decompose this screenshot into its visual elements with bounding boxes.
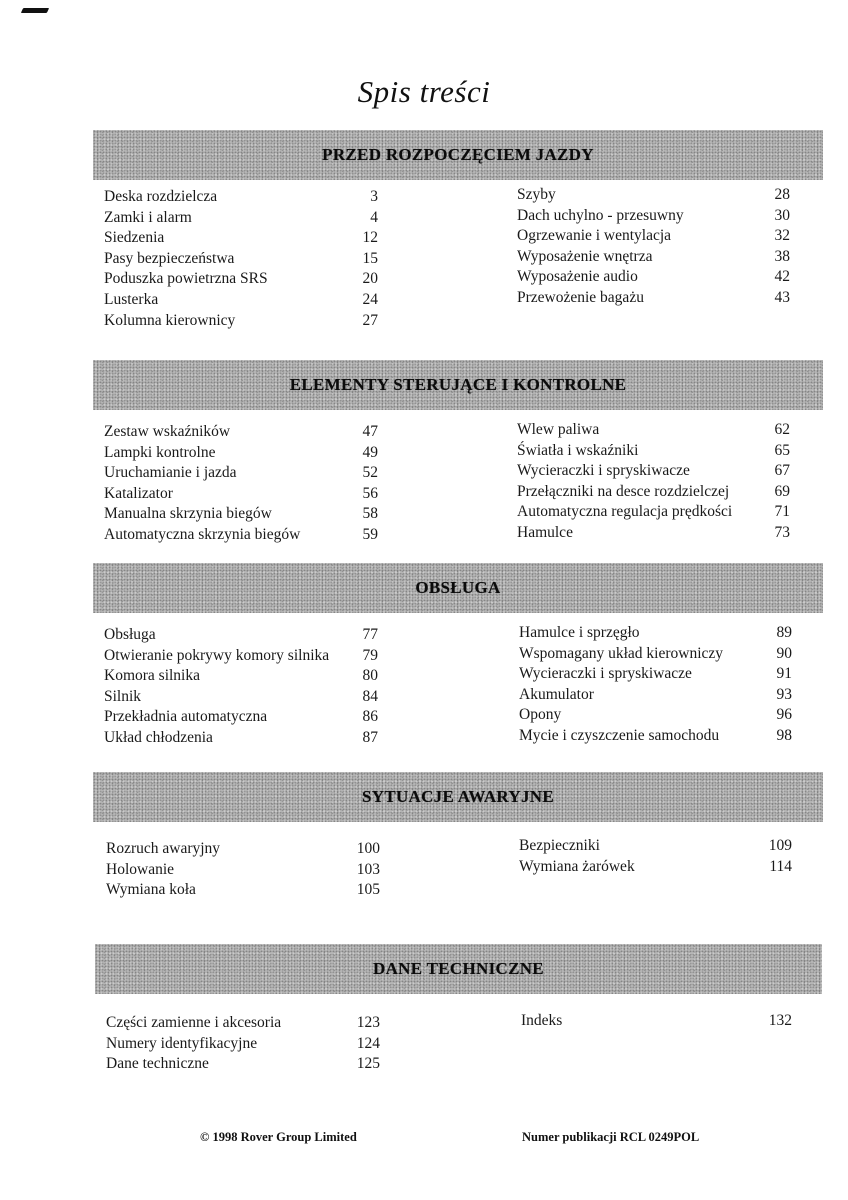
toc-entry-page: 80 [362,667,378,685]
toc-entry-title: Katalizator [104,484,173,502]
toc-entry-title: Ogrzewanie i wentylacja [517,227,672,245]
toc-entry [104,646,378,666]
section-banner [93,563,823,613]
toc-entry-page: 86 [362,708,378,726]
toc-entry [104,208,378,228]
toc-entry-title: Akumulator [519,685,594,703]
toc-entry [521,1011,792,1031]
toc-entry-title: Otwieranie pokrywy komory silnika [104,646,330,664]
toc-entry [517,523,790,543]
toc-entry [104,443,378,463]
toc-entry-title: Deska rozdzielcza [104,188,218,205]
toc-entry-page: 58 [362,505,378,523]
toc-entry [104,687,378,707]
toc-entry-title: Numery identyfikacyjne [106,1034,258,1052]
toc-entry-title: Pasy bezpieczeństwa [104,249,235,267]
toc-entry-title: Wspomagany układ kierowniczy [519,644,724,662]
toc-entry [104,463,378,483]
toc-entry-title: Opony [519,706,562,724]
toc-entry [104,484,378,504]
toc-entry [106,880,380,900]
toc-entry [104,666,378,686]
toc-entry-title: Rozruch awaryjny [106,840,221,857]
toc-entry-title: Wyposażenie wnętrza [517,247,653,265]
toc-entry-page: 30 [774,206,790,224]
section-banner [93,772,823,822]
toc-entry-title: Lusterka [104,291,159,308]
toc-entry-title: Układ chłodzenia [104,729,213,746]
toc-entry [517,441,790,461]
toc-entry [517,461,790,481]
toc-entry-title: Automatyczna regulacja prędkości [517,503,733,521]
toc-entry-title: Części zamienne i akcesoria [106,1014,282,1031]
toc-entry-title: Hamulce i sprzęgło [519,624,640,641]
toc-entry [517,420,790,440]
toc-entry-page: 73 [774,524,790,541]
toc-entry-page: 98 [776,727,792,744]
toc-entry-page: 28 [774,186,790,203]
toc-entry-title: Przewożenie bagażu [517,289,644,306]
toc-entry-title: Wycieraczki i spryskiwacze [517,462,690,480]
toc-entry [104,504,378,524]
toc-entry-page: 105 [356,881,380,899]
toc-entry-page: 96 [776,706,792,724]
toc-entry-page: 42 [774,268,790,286]
toc-entry-page: 89 [776,624,792,641]
toc-entry-page: 91 [776,665,792,683]
toc-entry-page: 103 [356,860,380,878]
toc-entry [519,836,792,856]
toc-entry [519,857,792,877]
toc-entry [104,228,378,248]
toc-entry-page: 93 [776,685,792,703]
toc-entry [104,290,378,310]
toc-entry [104,187,378,207]
toc-entry-title: Zestaw wskaźników [104,423,231,440]
toc-entry [517,247,790,267]
toc-entry [106,839,380,859]
toc-entry-page: 109 [768,837,792,854]
toc-entry-page: 32 [774,227,790,245]
toc-entry-title: Wymiana koła [106,881,196,899]
toc-entry-page: 24 [362,291,378,308]
toc-entry [517,206,790,226]
toc-entry [104,707,378,727]
toc-entry-title: Dach uchylno - przesuwny [517,206,684,224]
toc-entry-title: Indeks [521,1012,563,1029]
toc-entry-title: Hamulce [517,524,573,541]
toc-entry-page: 125 [356,1055,380,1073]
toc-entry [517,185,790,205]
toc-entry-title: Wyposażenie audio [517,268,638,286]
toc-entry [104,625,378,645]
toc-entry-page: 27 [362,311,378,329]
toc-entry-page: 114 [769,857,792,875]
toc-entry-title: Mycie i czyszczenie samochodu [519,727,720,744]
toc-entry [519,705,792,725]
toc-entry-title: Światła i wskaźniki [517,441,639,459]
toc-entry [106,1013,380,1033]
toc-entry-page: 59 [362,526,378,543]
toc-entry-title: Automatyczna skrzynia biegów [104,526,301,543]
toc-entry-page: 3 [370,188,378,205]
toc-entry-title: Poduszka powietrzna SRS [104,270,268,288]
toc-entry-title: Bezpieczniki [519,837,600,854]
toc-entry-title: Kolumna kierownicy [104,311,236,329]
toc-entry [517,267,790,287]
section-banner [93,360,823,410]
toc-entry-page: 84 [362,687,378,705]
toc-entry-title: Zamki i alarm [104,208,192,226]
toc-entry-title: Silnik [104,687,142,705]
toc-entry [104,422,378,442]
toc-entry [517,226,790,246]
toc-entry [517,502,790,522]
section-heading: DANE TECHNICZNE [373,959,544,978]
toc-entry-page: 52 [362,464,378,482]
corner-mark [21,8,49,13]
toc-entry-page: 65 [774,441,790,459]
toc-entry-title: Wycieraczki i spryskiwacze [519,665,692,683]
toc-entry [519,685,792,705]
section-banner [93,130,823,180]
toc-entry-title: Holowanie [106,860,175,878]
toc-entry [517,482,790,502]
publication-number: Numer publikacji RCL 0249POL [522,1130,700,1144]
toc-entry-page: 79 [362,646,378,664]
toc-entry-title: Przekładnia automatyczna [104,708,268,726]
toc-entry-page: 47 [362,423,378,440]
toc-entry-title: Wymiana żarówek [519,857,635,875]
toc-entry-page: 67 [774,462,790,480]
toc-entry-page: 77 [362,626,378,643]
toc-entry-page: 100 [356,840,380,857]
toc-entry-title: Lampki kontrolne [104,443,216,461]
toc-entry-title: Szyby [517,186,556,203]
toc-entry [519,726,792,746]
toc-entry [106,1034,380,1054]
toc-entry-page: 12 [362,229,378,247]
toc-entry-page: 56 [362,484,378,502]
toc-entry-title: Dane techniczne [106,1055,209,1073]
toc-entry [519,664,792,684]
toc-entry-title: Uruchamianie i jazda [104,464,237,482]
section-banner [95,944,822,994]
toc-entry [519,623,792,643]
toc-entry-title: Wlew paliwa [517,421,600,438]
section-heading: PRZED ROZPOCZĘCIEM JAZDY [322,145,594,164]
toc-entry-title: Manualna skrzynia biegów [104,505,272,523]
toc-entry-page: 69 [774,482,790,500]
toc-entry-title: Obsługa [104,626,156,643]
toc-entry-page: 20 [362,270,378,288]
toc-entry [517,288,790,308]
toc-entry-title: Przełączniki na desce rozdzielczej [517,482,730,500]
toc-entry [519,644,792,664]
toc-entry-page: 132 [768,1012,792,1029]
section-heading: OBSŁUGA [415,578,501,597]
toc-entry-page: 62 [774,421,790,438]
section-heading: ELEMENTY STERUJĄCE I KONTROLNE [289,375,627,394]
section-heading: SYTUACJE AWARYJNE [361,787,554,806]
toc-entry-page: 71 [774,503,790,521]
toc-entry-page: 4 [370,208,378,226]
toc-entry [106,1054,380,1074]
page-title: Spis treści [357,74,491,109]
toc-entry-page: 38 [774,247,790,265]
toc-entry [104,525,378,545]
toc-entry [104,269,378,289]
toc-entry-page: 124 [356,1034,380,1052]
toc-entry [104,728,378,748]
toc-entry-page: 43 [774,289,790,306]
toc-entry [104,311,378,331]
toc-entry-title: Siedzenia [104,229,165,247]
toc-entry-page: 49 [362,443,378,461]
toc-entry-page: 15 [362,249,378,267]
toc-entry-page: 87 [362,729,378,746]
toc-entry-page: 90 [776,644,792,662]
copyright-notice: © 1998 Rover Group Limited [200,1130,357,1144]
toc-entry [106,860,380,880]
toc-entry [104,249,378,269]
toc-entry-page: 123 [356,1014,380,1031]
toc-entry-title: Komora silnika [104,667,200,685]
